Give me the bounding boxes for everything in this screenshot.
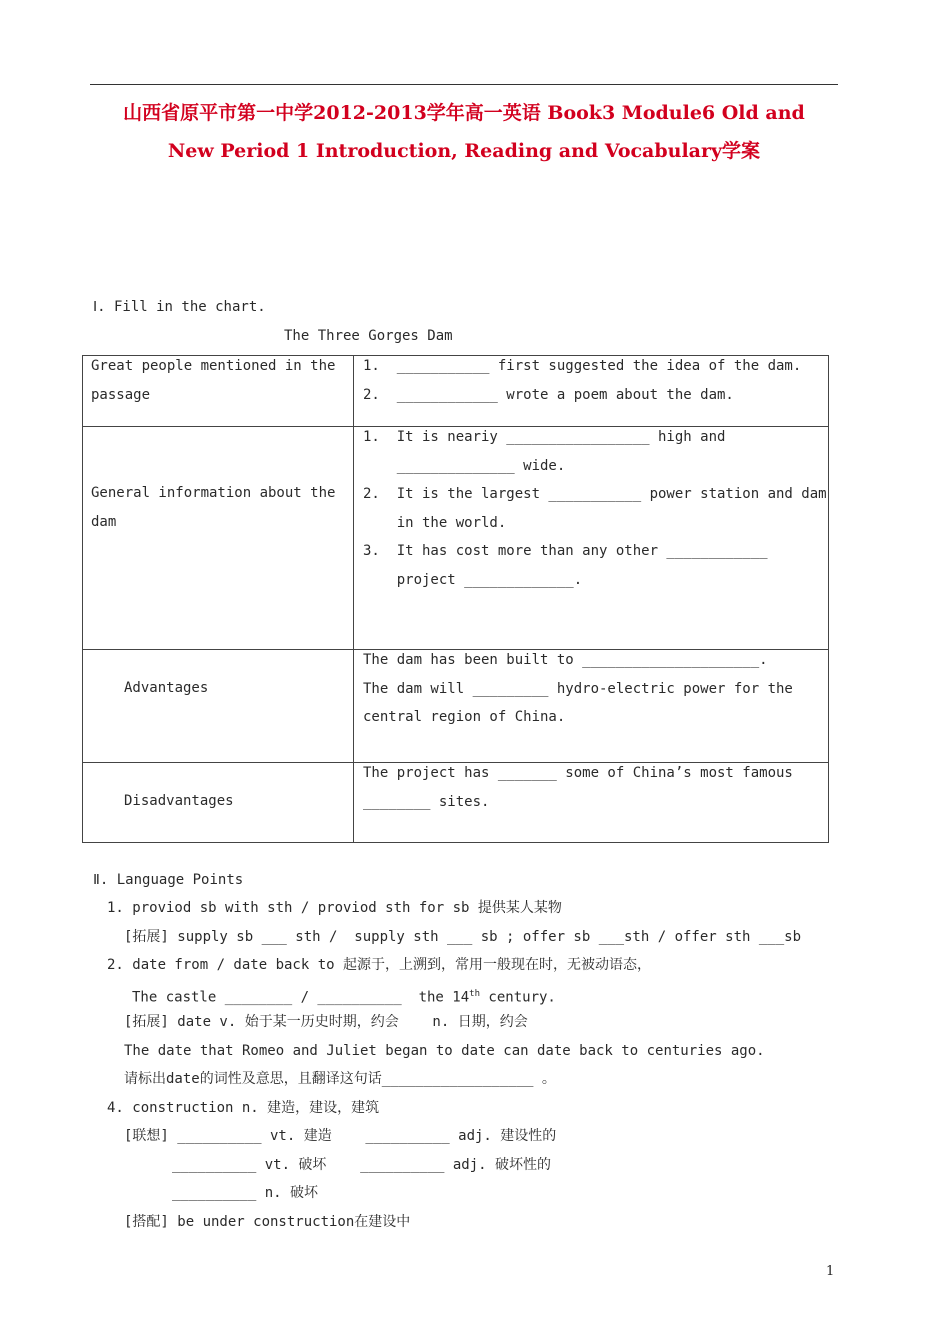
section2-heading: Ⅱ. Language Points <box>93 872 244 888</box>
language-point-line <box>132 984 556 1008</box>
chart-line: project _____________. <box>363 571 583 588</box>
chart-label-cell <box>83 763 354 843</box>
chart-line: in the world. <box>363 514 507 531</box>
chart-line: 1. ___________ first suggested the idea of the dam. <box>363 358 802 374</box>
chart-label-cell <box>83 427 354 650</box>
language-point-line: 4. construction n. 建造，建设，建筑 <box>107 1100 380 1116</box>
language-point-line: [搭配] be under construction在建设中 <box>124 1214 411 1230</box>
castle-sentence: The castle ________ / __________ the 14 <box>132 989 470 1006</box>
language-point-line: 请标出date的词性及意思，且翻译这句话__________________ 。 <box>124 1071 556 1087</box>
chart-line: 1. It is neariy _________________ high and <box>363 429 726 445</box>
chart-label-cell <box>83 650 354 763</box>
language-point-line: __________ vt. 破坏 __________ adj. 破坏性的 <box>172 1157 552 1173</box>
chart-content-cell <box>354 763 829 843</box>
chart-content-cell <box>354 427 829 650</box>
chart-label: dam <box>91 513 117 530</box>
chart-label: Advantages <box>124 680 209 696</box>
language-point-line: 2. date from / date back to 起源于，上溯到，常用一般现在时，无被动语态， <box>107 957 652 973</box>
language-point-line: The date that Romeo and Juliet began to date can date back to centuries ago. <box>124 1043 765 1059</box>
chart-line: 2. It is the largest ___________ power station and dam <box>363 486 827 503</box>
chart-line: central region of China. <box>363 709 566 726</box>
chart-label: Disadvantages <box>124 793 234 809</box>
chart-label: General information about the <box>91 485 336 501</box>
chart-line: The dam will _________ hydro-electric power for the <box>363 680 793 697</box>
language-point-line: [拓展] date v. 始于某一历史时期，约会 n. 日期，约会 <box>124 1014 528 1030</box>
chart-line: ______________ wide. <box>363 457 566 474</box>
chart-label: passage <box>91 386 151 403</box>
chart-row-advantages <box>83 650 829 763</box>
chart-title: The Three Gorges Dam <box>284 328 453 344</box>
title-line-2: New Period 1 Introduction, Reading and Vocabulary学案 <box>167 140 761 162</box>
title-line-1: 山西省原平市第一中学2012-2013学年高一英语 Book3 Module6 Old and <box>123 102 805 124</box>
chart-label-cell <box>83 356 354 427</box>
language-point-line: __________ n. 破坏 <box>172 1185 319 1201</box>
chart-label: Great people mentioned in the <box>91 358 336 374</box>
chart-content-cell <box>354 650 829 763</box>
castle-sentence-tail: century. <box>480 989 556 1006</box>
page-title <box>90 94 838 170</box>
page-number: 1 <box>826 1264 835 1279</box>
language-point-line: [拓展] supply sb ___ sth / supply sth ___ sb ; offer sb ___sth / offer sth ___sb <box>124 929 802 945</box>
ordinal-suffix: th <box>469 989 480 999</box>
fill-in-chart <box>82 355 829 843</box>
chart-line: The dam has been built to _____________________. <box>363 652 768 668</box>
header-rule <box>90 84 838 85</box>
chart-line: 2. ____________ wrote a poem about the dam. <box>363 386 734 403</box>
chart-line: The project has _______ some of China’s most famous <box>363 765 793 781</box>
section1-heading: Ⅰ. Fill in the chart. <box>93 299 266 315</box>
chart-row-disadvantages <box>83 763 829 843</box>
language-point-line: 1. proviod sb with sth / proviod sth for sb 提供某人某物 <box>107 900 562 916</box>
chart-row-general-info <box>83 427 829 650</box>
chart-row-great-people <box>83 356 829 427</box>
chart-line: 3. It has cost more than any other ____________ <box>363 543 768 560</box>
chart-content-cell <box>354 356 829 427</box>
language-point-line: [联想] __________ vt. 建造 __________ adj. 建设性的 <box>124 1128 557 1144</box>
chart-line: ________ sites. <box>363 793 490 810</box>
